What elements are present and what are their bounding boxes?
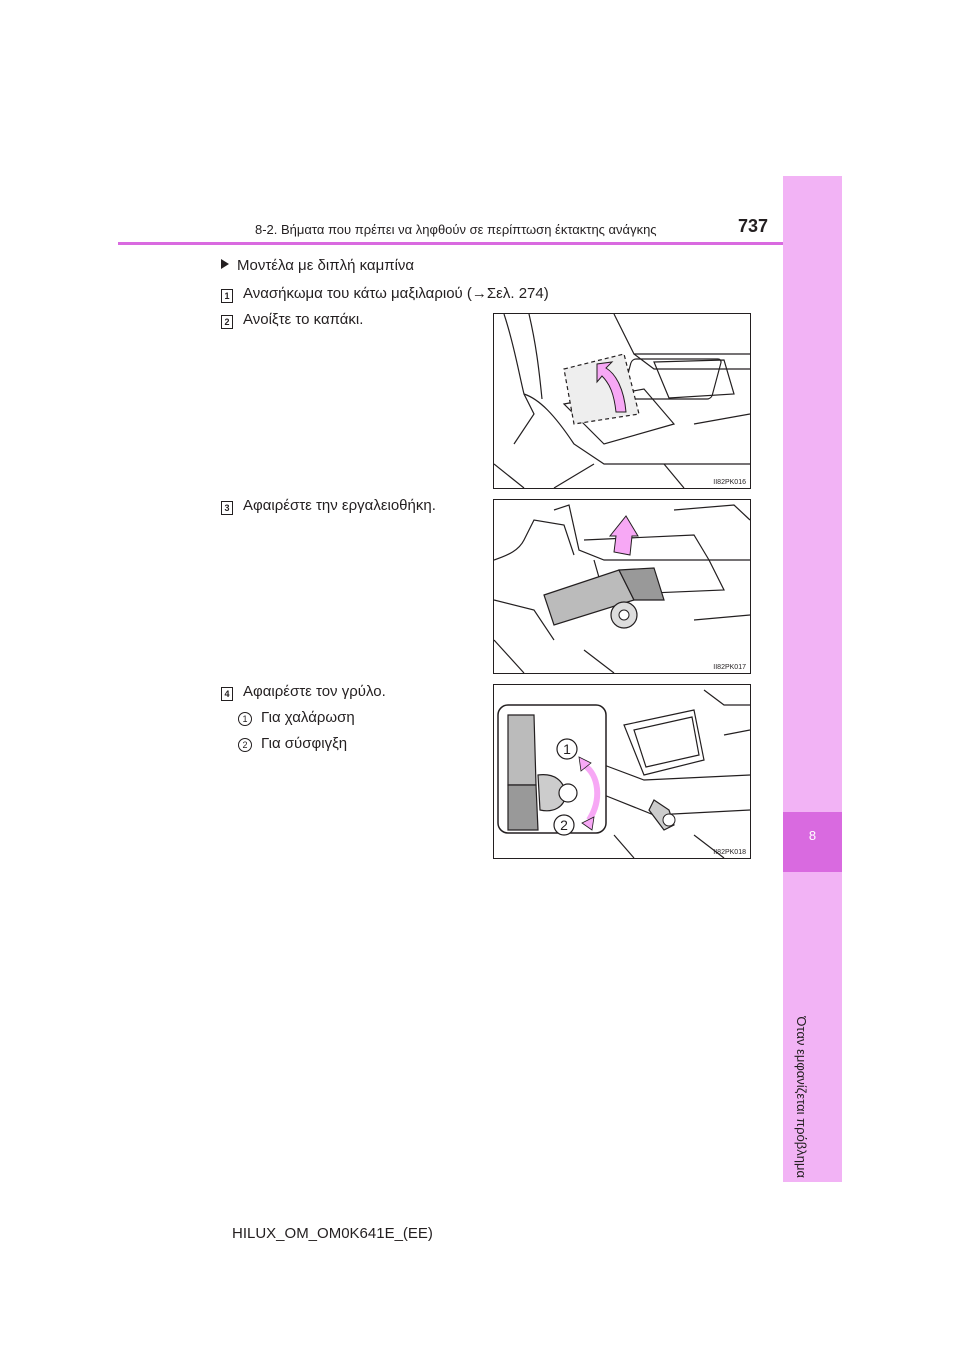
jack-body: [508, 715, 536, 785]
step-text-2: Ανοίξτε το καπάκι.: [243, 311, 364, 328]
figure-remove-jack-illustration: [494, 685, 750, 858]
model-line: Μοντέλα με διπλή καμπίνα: [221, 257, 414, 274]
step-text-3: Αφαιρέστε την εργαλειοθήκη.: [243, 497, 436, 514]
page-number: 737: [738, 216, 769, 236]
step-number-2: 2: [221, 315, 233, 329]
substep-number-1: 1: [238, 712, 252, 726]
callout-label-2: 2: [560, 817, 568, 833]
chapter-number: 8: [808, 828, 817, 843]
substep-number-2: 2: [238, 738, 252, 752]
figure-open-lid-illustration: [494, 314, 750, 488]
step-text-4: Αφαιρέστε τον γρύλο.: [243, 683, 386, 700]
figure-code-2: II82PK017: [713, 664, 746, 671]
triangle-bullet-icon: [221, 259, 229, 269]
figure-remove-toolbox: [493, 499, 751, 674]
remove-arrow-icon: [610, 516, 638, 555]
step-number-3: 3: [221, 501, 233, 515]
substep-text-2: Για σύσφιγξη: [261, 735, 348, 752]
figure-remove-jack: [493, 684, 751, 859]
document-code: HILUX_OM_OM0K641E_(EE): [232, 1225, 433, 1242]
step-number-4: 4: [221, 687, 233, 701]
chapter-label: Όταν εμφανίζεται πρόβλημα: [794, 1016, 809, 1178]
step-number-1: 1: [221, 289, 233, 303]
jack-screw: [559, 784, 577, 802]
figure-remove-toolbox-illustration: [494, 500, 750, 673]
substep-text-1: Για χαλάρωση: [261, 709, 355, 726]
step-text-1: Ανασήκωμα του κάτω μαξιλαριού (→Σελ. 274): [243, 285, 549, 302]
header-rule: [118, 242, 783, 245]
section-title: 8-2. Βήματα που πρέπει να ληφθούν σε περίπτωση έκτακτης ανάγκης: [255, 222, 657, 237]
figure-code-1: II82PK016: [713, 479, 746, 486]
figure-open-lid: [493, 313, 751, 489]
callout-label-1: 1: [563, 741, 571, 757]
figure-code-3: II82PK018: [713, 849, 746, 856]
